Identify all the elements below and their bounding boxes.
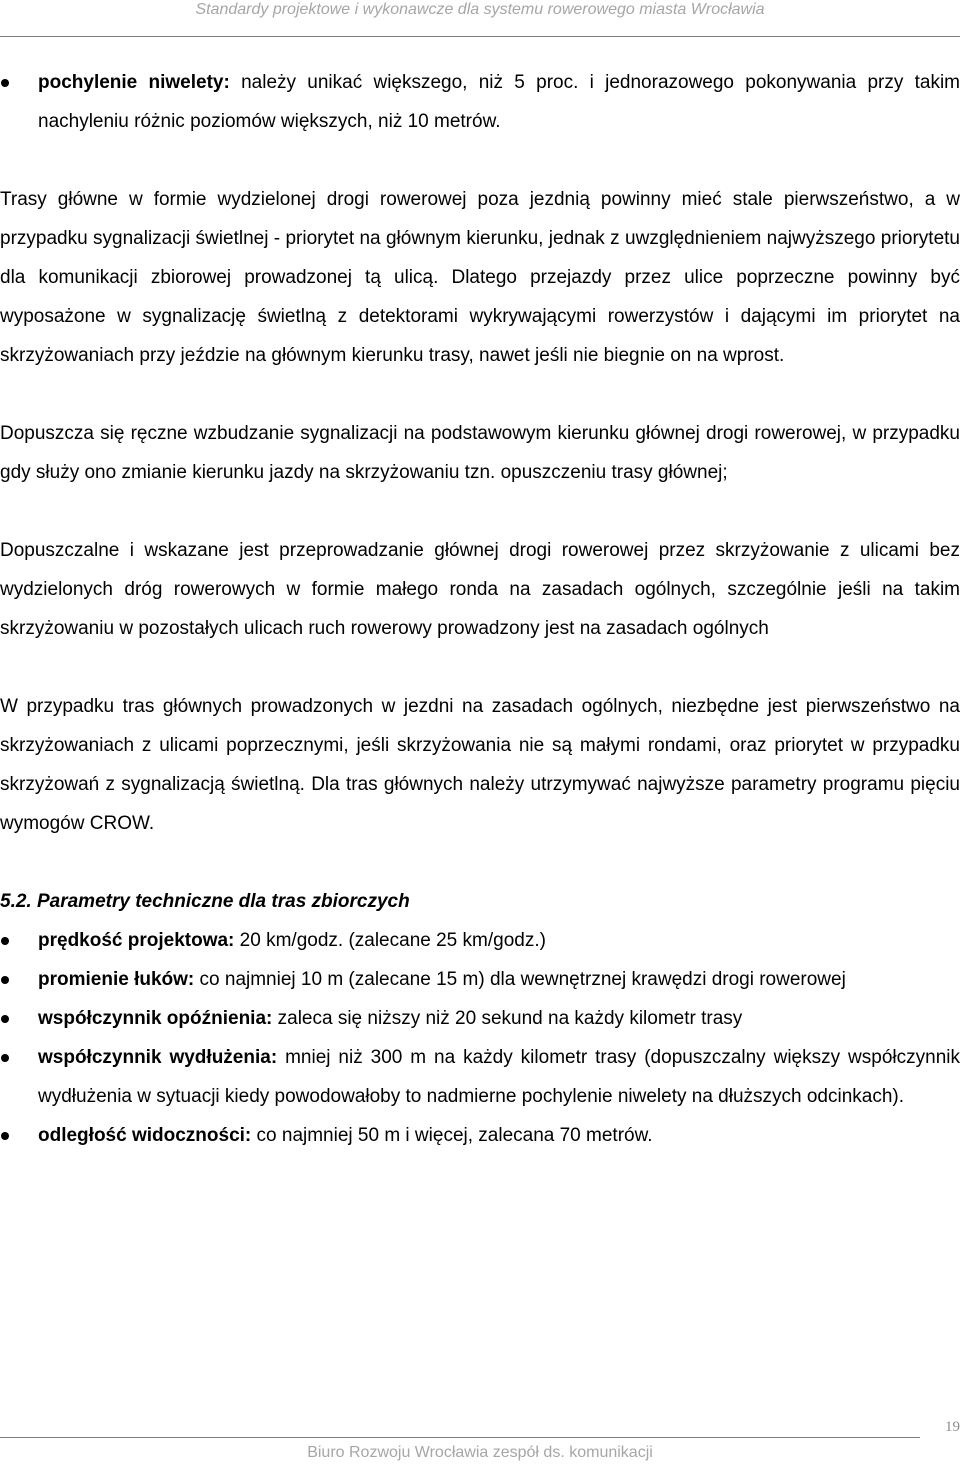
list-item	[0, 63, 960, 141]
spacer	[0, 492, 960, 531]
list-item	[0, 1116, 960, 1155]
list-item-term: prędkość projektowa:	[38, 930, 235, 951]
list-item-term: współczynnik wydłużenia:	[38, 1047, 278, 1068]
running-header: Standardy projektowe i wykonawcze dla systemu rowerowego miasta Wrocławia	[195, 1, 765, 18]
list-item-text: co najmniej 10 m (zalecane 15 m) dla wewnętrznej krawędzi drogi rowerowej	[194, 969, 846, 990]
bullet-icon	[1, 1054, 9, 1062]
list-item	[0, 1038, 960, 1116]
list-item-text: należy unikać większego, niż 5 proc. i jednorazowego pokonywania przy takim nachyleniu różnic poziomów większych, niż 10 metrów.	[38, 72, 960, 132]
footer-divider	[0, 1437, 920, 1438]
body-paragraph: Dopuszczalne i wskazane jest przeprowadzanie głównej drogi rowerowej przez skrzyżowanie z ulicami bez wydzielonych dróg rowerowych w formie małego ronda na zasadach ogólnych, szczególnie jeśli na takim skrzyżowaniu w pozostałych ulicach ruch rowerowy prowadzony jest na zasadach ogólnych	[0, 540, 960, 639]
page-footer: Biuro Rozwoju Wrocławia zespół ds. komunikacji	[307, 1444, 653, 1461]
bullet-icon	[1, 937, 9, 945]
spacer	[0, 375, 960, 414]
list-item	[0, 999, 960, 1038]
list-item	[0, 960, 960, 999]
bullet-icon	[1, 976, 9, 984]
list-item	[0, 921, 960, 960]
top-bullet-list	[0, 63, 960, 141]
bullet-icon	[1, 1132, 9, 1140]
body-paragraph: W przypadku tras głównych prowadzonych w jezdni na zasadach ogólnych, niezbędne jest pierwszeństwo na skrzyżowaniach z ulicami poprzecznymi, jeśli skrzyżowania nie są małymi rondami, oraz priorytet w przypadku skrzyżowań z sygnalizacją świetlną. Dla tras głównych należy utrzymywać najwyższe parametry programu pięciu wymogów CROW.	[0, 696, 960, 834]
list-item-term: odległość widoczności:	[38, 1125, 252, 1146]
spacer	[0, 648, 960, 687]
list-item-term: promienie łuków:	[38, 969, 195, 990]
list-item-term: współczynnik opóźnienia:	[38, 1008, 273, 1029]
parameters-bullet-list	[0, 921, 960, 1155]
bullet-icon	[1, 1015, 9, 1023]
list-item-text: co najmniej 50 m i więcej, zalecana 70 metrów.	[251, 1125, 653, 1146]
spacer	[0, 843, 960, 882]
body-paragraph: Dopuszcza się ręczne wzbudzanie sygnalizacji na podstawowym kierunku głównej drogi rowerowej, w przypadku gdy służy ono zmianie kierunku jazdy na skrzyżowaniu tzn. opuszczeniu trasy głównej;	[0, 423, 960, 483]
spacer	[0, 141, 960, 180]
page-content	[0, 63, 960, 1155]
page-number: 19	[945, 1419, 960, 1435]
bullet-icon	[1, 79, 9, 87]
section-heading: 5.2. Parametry techniczne dla tras zbiorczych	[0, 891, 410, 912]
list-item-text: mniej niż 300 m na każdy kilometr trasy (dopuszczalny większy współczynnik wydłużenia w sytuacji kiedy powodowałoby to nadmierne pochylenie niwelety na dłuższych odcinkach).	[38, 1047, 960, 1107]
list-item-term: pochylenie niwelety:	[38, 72, 230, 93]
header-divider	[0, 36, 960, 37]
list-item-text: 20 km/godz. (zalecane 25 km/godz.)	[234, 930, 546, 951]
list-item-text: zaleca się niższy niż 20 sekund na każdy kilometr trasy	[272, 1008, 743, 1029]
body-paragraph: Trasy główne w formie wydzielonej drogi rowerowej poza jezdnią powinny mieć stale pierwszeństwo, a w przypadku sygnalizacji świetlnej - priorytet na głównym kierunku, jednak z uwzględnieniem najwyższego priorytetu dla komunikacji zbiorowej prowadzonej tą ulicą. Dlatego przejazdy przez ulice poprzeczne powinny być wyposażone w sygnalizację świetlną z detektorami wykrywającymi rowerzystów i dającymi im priorytet na skrzyżowaniach przy jeździe na głównym kierunku trasy, nawet jeśli nie biegnie on na wprost.	[0, 189, 960, 366]
